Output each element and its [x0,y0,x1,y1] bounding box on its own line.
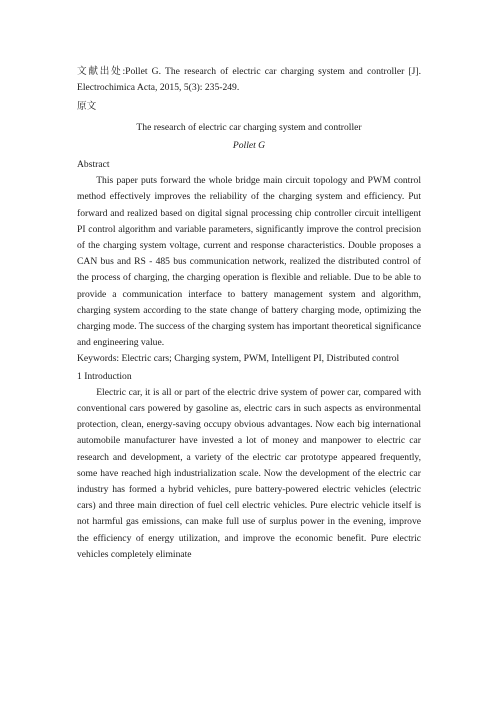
original-text-label: 原文 [77,101,97,113]
abstract-paragraph: This paper puts forward the whole bridge main circuit topology and PWM control method effectively improves the reliability of the charging system and efficiency. Put forward and realized based on digital signal processing chip controller circuit intelligent PI control algorithm and variable parameters, significantly improve the control precision of the charging system voltage, current and response characteristics. Double proposes a CAN bus and RS - 485 bus communication network, realized the distributed control of the process of charging, the charging operation is flexible and reliable. Due to be able to provide a communication interface to battery management system and algorithm, charging system according to the state change of battery charging mode, optimizing the charging mode. The success of the charging system has important theoretical significance and engineering value. [77,175,421,349]
abstract-heading: Abstract [77,159,110,171]
source-citation: 文献出处:Pollet G. The research of electric car charging system and controller [J]. Electrochimica Acta, 2015, 5(3): 235-249. [77,66,421,94]
paper-title: The research of electric car charging system and controller [136,121,362,133]
document-page [77,64,421,563]
section-heading-introduction: 1 Introduction [77,370,132,382]
paper-author: Pollet G [232,139,266,151]
keywords-line: Keywords: Electric cars; Charging system, PWM, Intelligent PI, Distributed control [77,353,400,365]
introduction-paragraph: Electric car, it is all or part of the electric drive system of power car, compared with conventional cars powered by gasoline as, electric cars in such aspects as environmental protection, clean, energy-saving occupy obvious advantages. Now each big international automobile manufacturer have invested a lot of money and manpower to electric car research and development, a variety of the electric car prototype appeared frequently, some have reached high industrialization scale. Now the development of the electric car industry has formed a hybrid vehicles, pure battery-powered electric vehicles (electric cars) and three main direction of fuel cell electric vehicles. Pure electric vehicle itself is not harmful gas emissions, can make full use of surplus power in the evening, improve the efficiency of energy utilization, and improve the economic benefit. Pure electric vehicles completely eliminate [77,386,421,560]
